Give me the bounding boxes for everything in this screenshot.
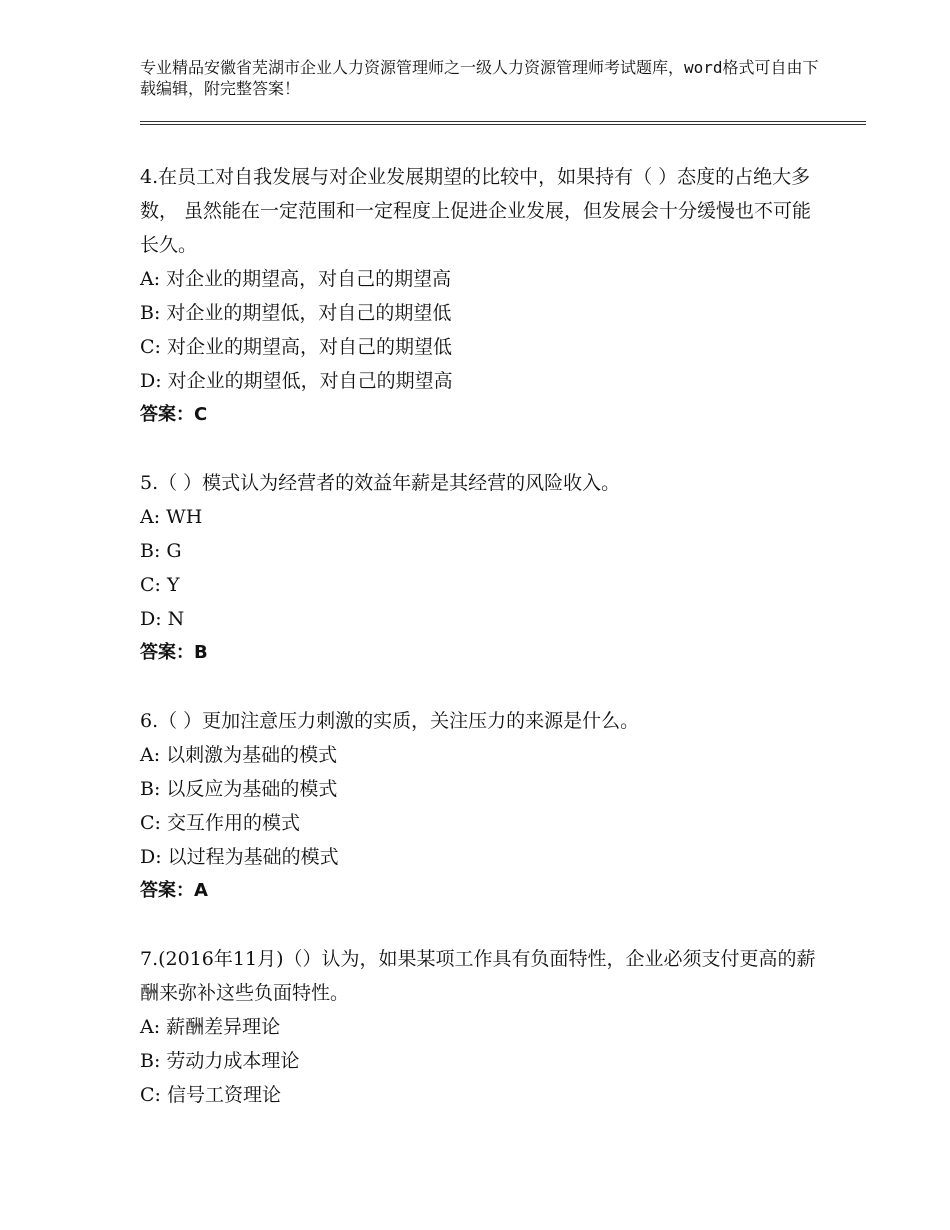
header-divider xyxy=(140,121,866,125)
option-b: B: 劳动力成本理论 xyxy=(140,1050,300,1072)
question-5 xyxy=(140,466,820,670)
answer-label: 答案：B xyxy=(140,642,208,663)
question-list xyxy=(140,160,820,1146)
question-text: 5.（ ）模式认为经营者的效益年薪是其经营的风险收入。 xyxy=(140,472,621,494)
option-a: A: WH xyxy=(140,506,203,528)
question-text: 4.在员工对自我发展与对企业发展期望的比较中，如果持有（ ）态度的占绝大多数， 虽然能在一定范围和一定程度上促进企业发展，但发展会十分缓慢也不可能长久。 xyxy=(140,166,812,256)
question-6 xyxy=(140,704,820,908)
option-c: C: 对企业的期望高，对自己的期望低 xyxy=(140,336,452,358)
question-text: 7.(2016年11月)（）认为，如果某项工作具有负面特性，企业必须支付更高的薪酬来弥补这些负面特性。 xyxy=(140,948,816,1004)
option-c: C: Y xyxy=(140,574,180,596)
answer-label: 答案：A xyxy=(140,880,208,901)
answer-label: 答案：C xyxy=(140,404,208,425)
option-c: C: 信号工资理论 xyxy=(140,1084,281,1106)
option-a: A: 以刺激为基础的模式 xyxy=(140,744,338,766)
option-a: A: 薪酬差异理论 xyxy=(140,1016,281,1038)
option-d: D: 以过程为基础的模式 xyxy=(140,846,339,868)
question-4 xyxy=(140,160,820,432)
option-c: C: 交互作用的模式 xyxy=(140,812,300,834)
option-d: D: N xyxy=(140,608,185,630)
option-b: B: 对企业的期望低，对自己的期望低 xyxy=(140,302,452,324)
option-b: B: 以反应为基础的模式 xyxy=(140,778,338,800)
option-d: D: 对企业的期望低，对自己的期望高 xyxy=(140,370,453,392)
document-header: 专业精品安徽省芜湖市企业人力资源管理师之一级人力资源管理师考试题库，word格式可自由下载编辑，附完整答案！ xyxy=(140,58,819,98)
option-a: A: 对企业的期望高，对自己的期望高 xyxy=(140,268,452,290)
question-7 xyxy=(140,942,820,1112)
option-b: B: G xyxy=(140,540,182,562)
question-text: 6.（ ）更加注意压力刺激的实质，关注压力的来源是什么。 xyxy=(140,710,640,732)
